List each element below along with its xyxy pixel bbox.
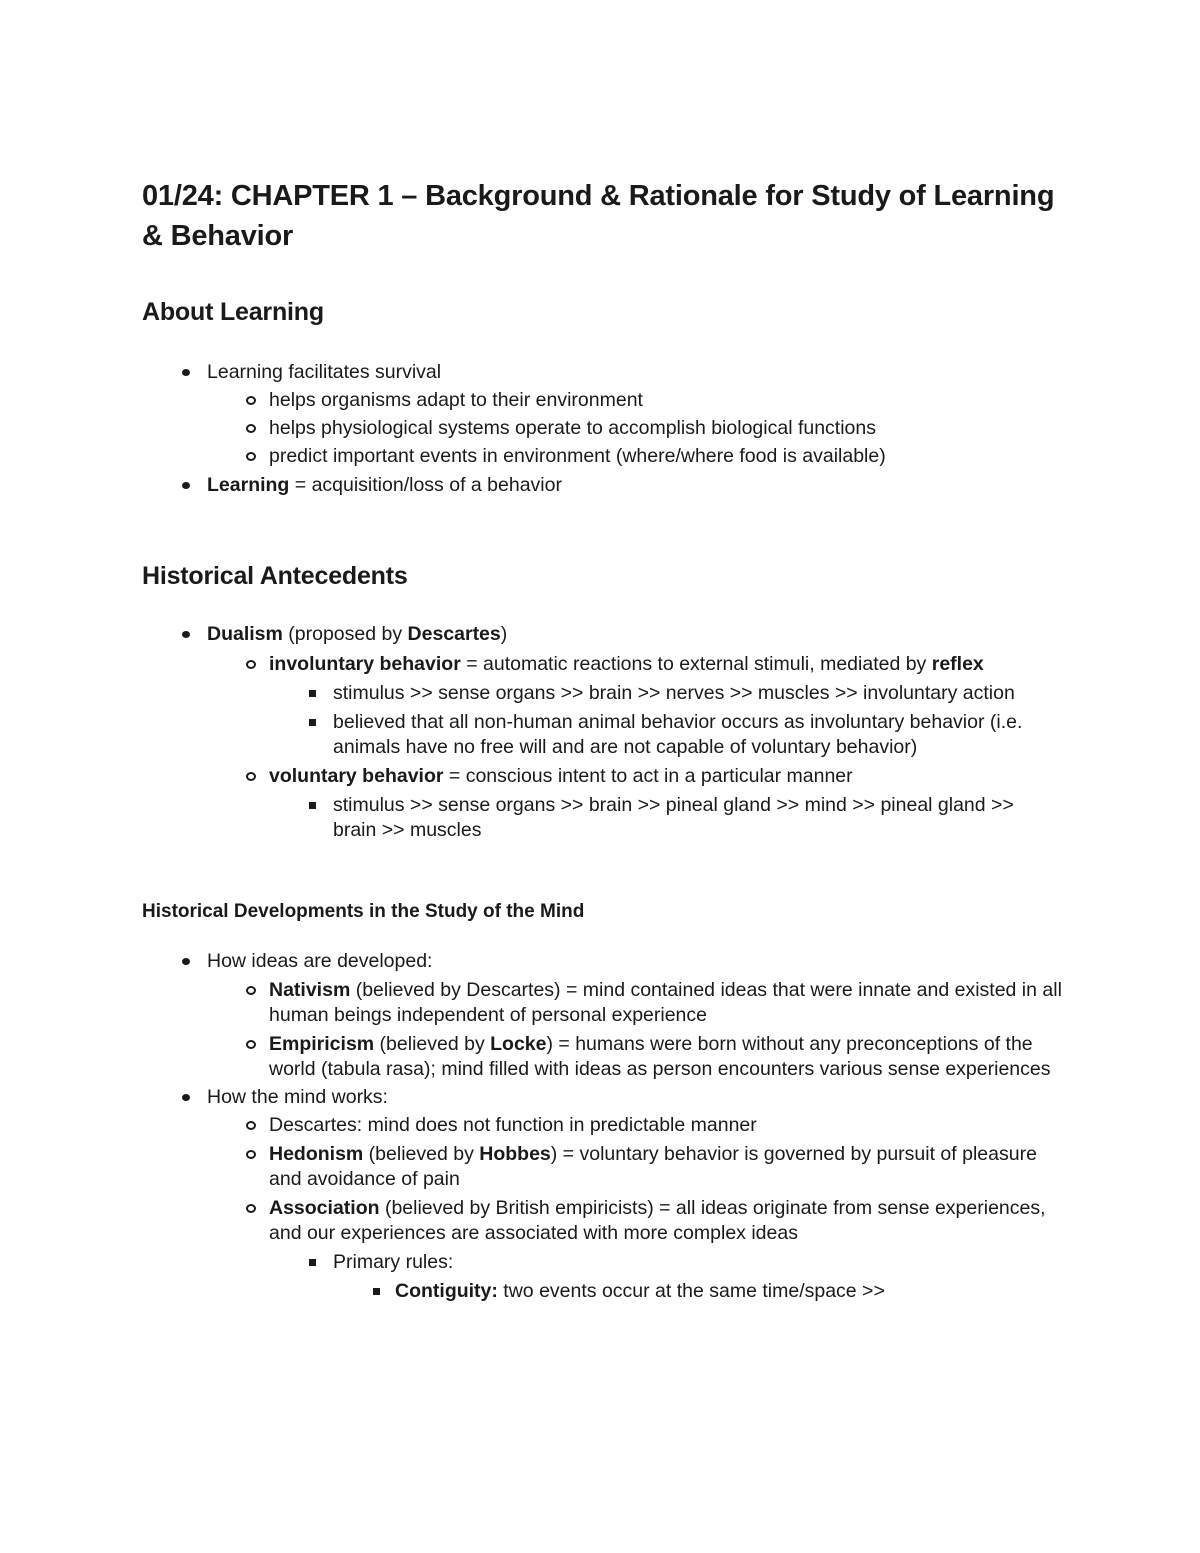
document-page xyxy=(142,176,1062,1304)
sub-sub-list xyxy=(269,1250,1062,1304)
square-bullet-icon xyxy=(309,802,316,809)
about-learning-list xyxy=(142,360,1062,498)
square-bullet-icon xyxy=(309,1259,316,1266)
list-item: helps organisms adapt to their environment xyxy=(207,388,1062,413)
sub-list xyxy=(207,652,1062,843)
list-item: Empiricism (believed by Locke) = humans were born without any preconceptions of the world (tabula rasa); mind filled with ideas as person encounters various sense experiences xyxy=(207,1032,1062,1082)
list-item: Nativism (believed by Descartes) = mind contained ideas that were innate and existed in all human beings independent of personal experience xyxy=(207,978,1062,1028)
page-title: 01/24: CHAPTER 1 – Background & Rationale for Study of Learning & Behavior xyxy=(142,180,1055,252)
circle-bullet-icon xyxy=(246,772,256,781)
sub-list xyxy=(207,978,1062,1082)
list-item: Primary rules: Contiguity: two events occur at the same time/space >> xyxy=(269,1250,1062,1304)
list-item: helps physiological systems operate to accomplish biological functions xyxy=(207,416,1062,441)
sub-sub-list xyxy=(269,793,1062,843)
bullet-icon xyxy=(182,369,190,376)
circle-bullet-icon xyxy=(246,1150,256,1159)
square-bullet-icon xyxy=(309,719,316,726)
circle-bullet-icon xyxy=(246,452,256,461)
study-of-mind-list xyxy=(142,949,1062,1304)
sub-sub-sub-list xyxy=(333,1279,1062,1304)
section-heading-about-learning: About Learning xyxy=(142,298,324,326)
sub-sub-list xyxy=(269,681,1062,760)
list-item: How the mind works: Descartes: mind does not function in predictable manner Hedonism (believed by Hobbes) = voluntary behavior is governed by pursuit of pleasure and avoidance of pain Association (believed by British empiricists) = all ideas originate from sense experiences, and our experiences are associated with more complex ideas Primary rules: Contiguity: two events occur at the same time/space >> xyxy=(142,1085,1062,1304)
bullet-icon xyxy=(182,958,190,965)
list-item: Hedonism (believed by Hobbes) = voluntary behavior is governed by pursuit of pleasure and avoidance of pain xyxy=(207,1142,1062,1192)
list-item: Contiguity: two events occur at the same time/space >> xyxy=(333,1279,1062,1304)
bullet-icon xyxy=(182,1094,190,1101)
list-item: stimulus >> sense organs >> brain >> nerves >> muscles >> involuntary action xyxy=(269,681,1062,706)
circle-bullet-icon xyxy=(246,424,256,433)
bullet-icon xyxy=(182,631,190,638)
sub-list xyxy=(207,1113,1062,1304)
sub-list xyxy=(207,388,1062,469)
list-item: Dualism (proposed by Descartes) involuntary behavior = automatic reactions to external stimuli, mediated by reflex stimulus >> sense organs >> brain >> nerves >> muscles >> involuntary action believed that all non-human animal behavior occurs as involuntary behavior (i.e. animals have no free will and are not capable of voluntary behavior) voluntary behavior = conscious intent to act in a particular manner stimulus >> sense organs >> brain >> pineal gland >> mind >> pineal gland >> brain >> muscles xyxy=(142,622,1062,843)
circle-bullet-icon xyxy=(246,396,256,405)
list-item: How ideas are developed: Nativism (believed by Descartes) = mind contained ideas that were innate and existed in all human beings independent of personal experience Empiricism (believed by Locke) = humans were born without any preconceptions of the world (tabula rasa); mind filled with ideas as person encounters various sense experiences xyxy=(142,949,1062,1082)
list-item: Association (believed by British empiricists) = all ideas originate from sense experiences, and our experiences are associated with more complex ideas Primary rules: Contiguity: two events occur at the same time/space >> xyxy=(207,1196,1062,1304)
section-heading-historical-antecedents: Historical Antecedents xyxy=(142,562,408,590)
circle-bullet-icon xyxy=(246,1204,256,1213)
square-bullet-icon xyxy=(373,1288,380,1295)
list-item: Descartes: mind does not function in predictable manner xyxy=(207,1113,1062,1138)
list-item: involuntary behavior = automatic reactions to external stimuli, mediated by reflex stimulus >> sense organs >> brain >> nerves >> muscles >> involuntary action believed that all non-human animal behavior occurs as involuntary behavior (i.e. animals have no free will and are not capable of voluntary behavior) xyxy=(207,652,1062,760)
circle-bullet-icon xyxy=(246,1121,256,1130)
list-item: stimulus >> sense organs >> brain >> pineal gland >> mind >> pineal gland >> brain >> muscles xyxy=(269,793,1062,843)
list-item: predict important events in environment (where/where food is available) xyxy=(207,444,1062,469)
list-item: believed that all non-human animal behavior occurs as involuntary behavior (i.e. animals have no free will and are not capable of voluntary behavior) xyxy=(269,710,1062,760)
circle-bullet-icon xyxy=(246,1040,256,1049)
list-item: Learning facilitates survival helps organisms adapt to their environment helps physiological systems operate to accomplish biological functions predict important events in environment (where/where food is available) xyxy=(142,360,1062,469)
historical-antecedents-list xyxy=(142,622,1062,843)
circle-bullet-icon xyxy=(246,986,256,995)
bullet-icon xyxy=(182,482,190,489)
square-bullet-icon xyxy=(309,690,316,697)
term-learning: Learning xyxy=(207,474,290,496)
section-heading-study-of-mind: Historical Developments in the Study of the Mind xyxy=(142,901,585,922)
circle-bullet-icon xyxy=(246,660,256,669)
list-item: Learning = acquisition/loss of a behavior xyxy=(142,473,1062,498)
list-item: voluntary behavior = conscious intent to act in a particular manner stimulus >> sense organs >> brain >> pineal gland >> mind >> pineal gland >> brain >> muscles xyxy=(207,764,1062,843)
